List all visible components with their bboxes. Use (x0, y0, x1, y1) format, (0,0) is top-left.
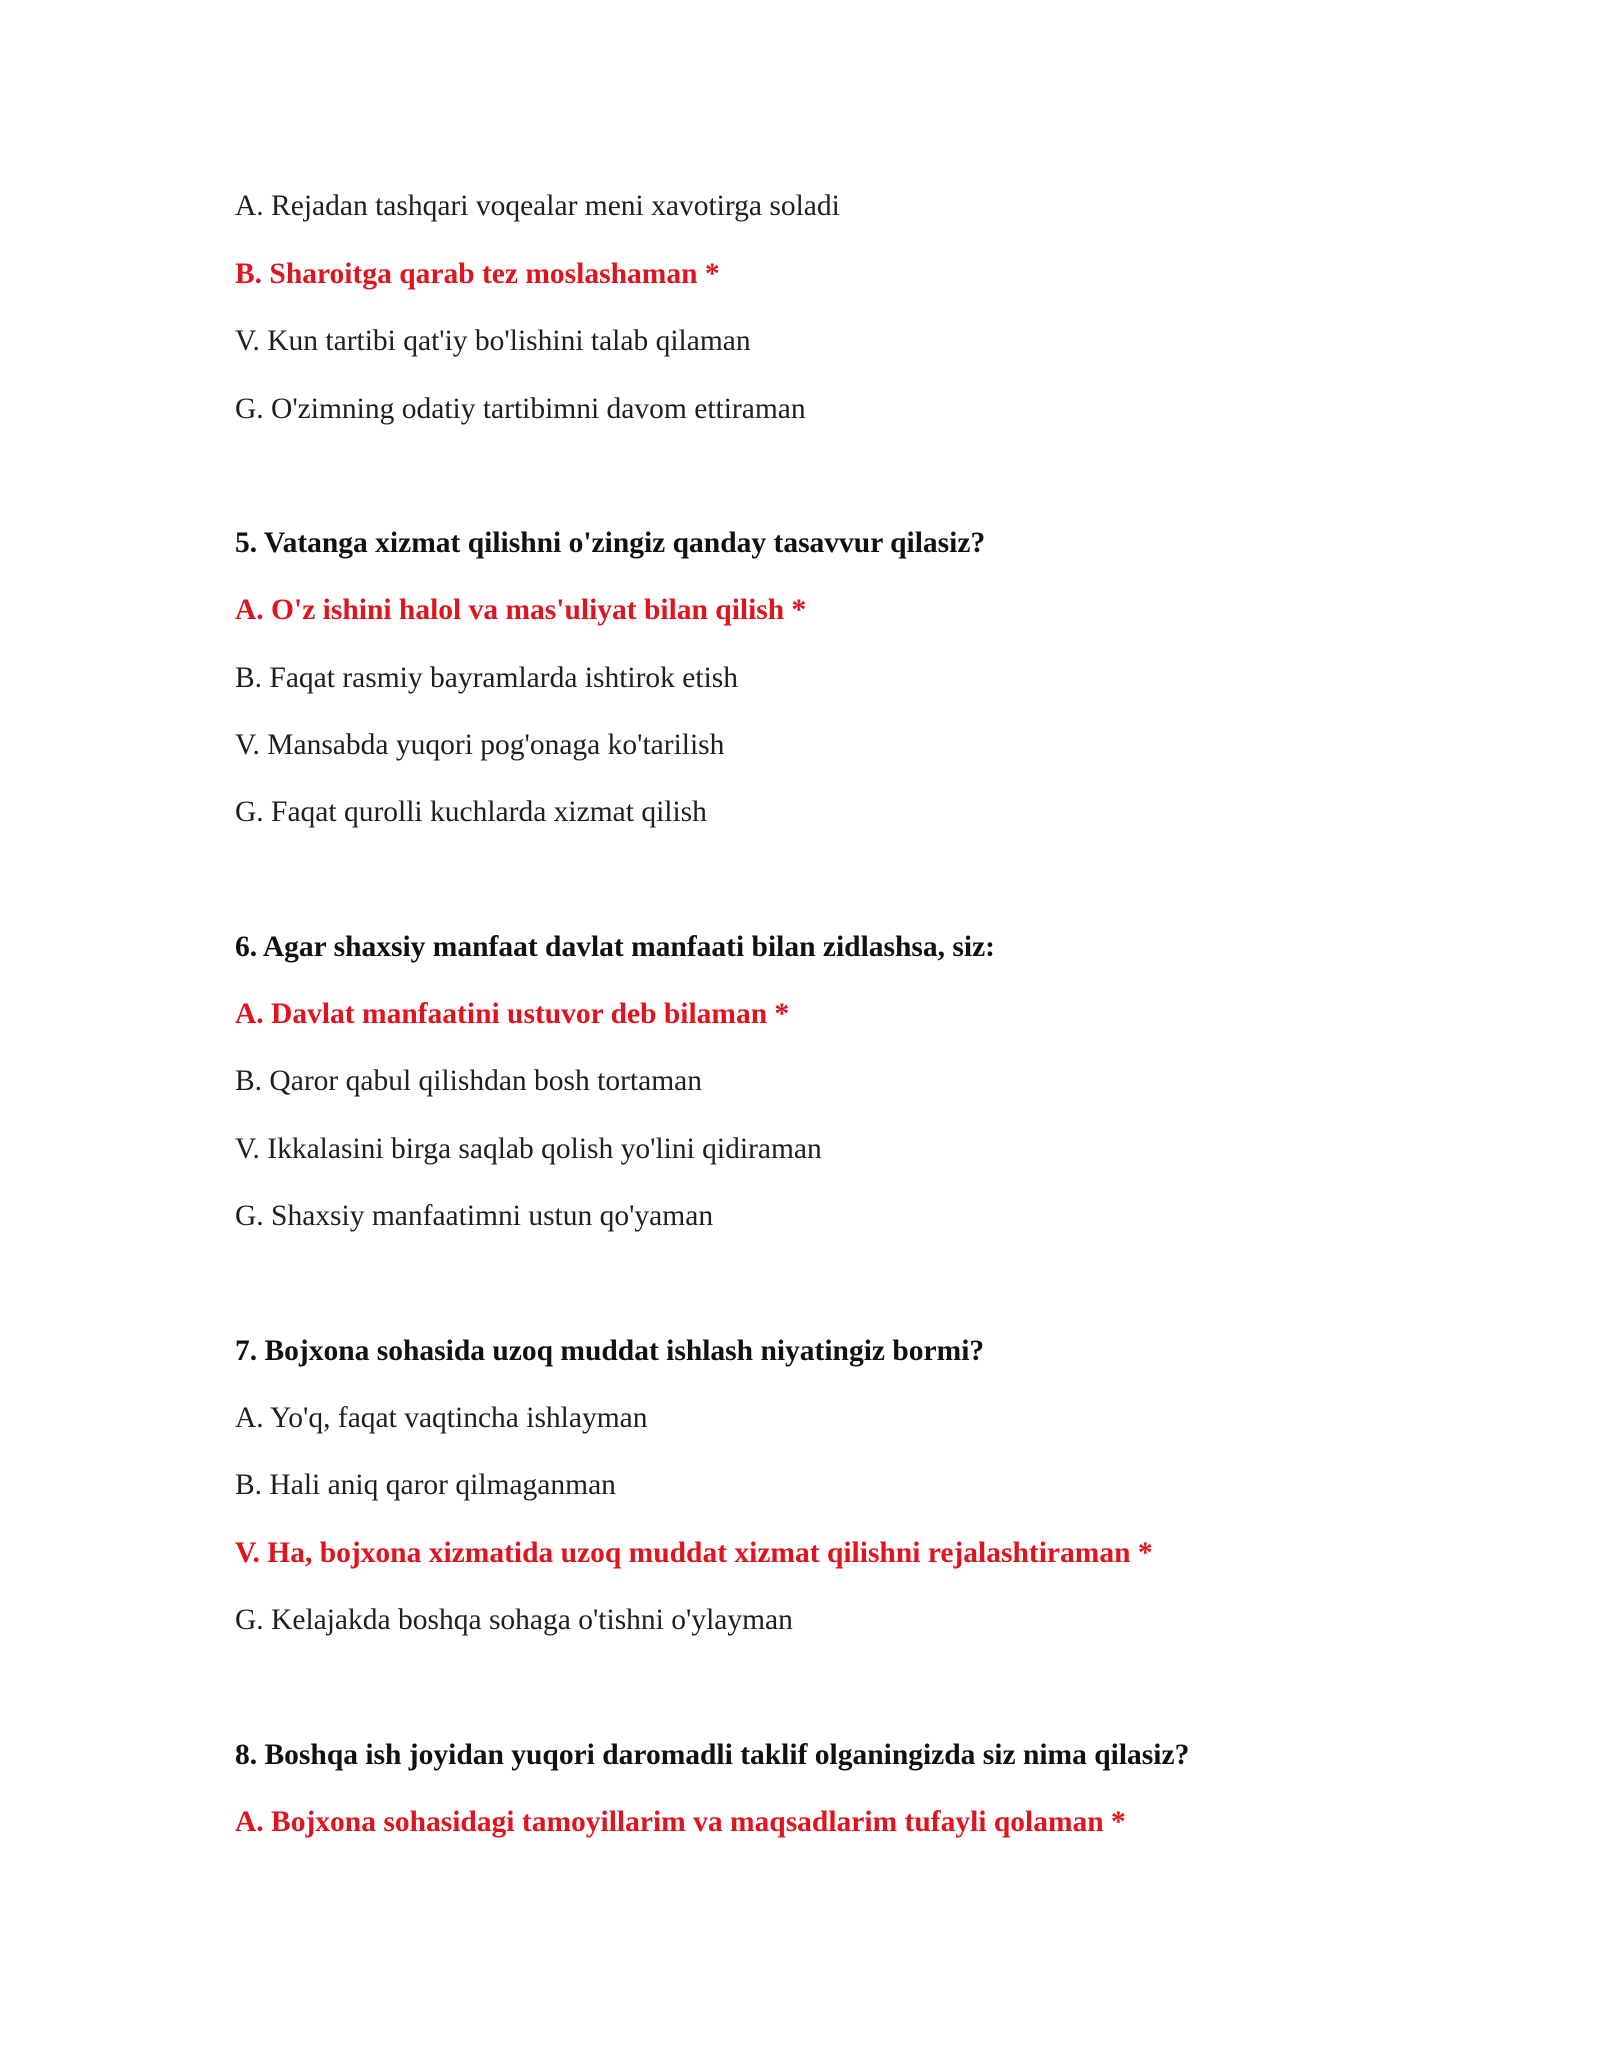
answer-option: V. Mansabda yuqori pog'onaga ko'tarilish (235, 729, 725, 761)
correct-answer-option: A. Bojxona sohasidagi tamoyillarim va maqsadlarim tufayli qolaman * (235, 1806, 1126, 1838)
answer-option: G. Kelajakda boshqa sohaga o'tishni o'ylayman (235, 1604, 793, 1636)
question-heading: 6. Agar shaxsiy manfaat davlat manfaati bilan zidlashsa, siz: (235, 931, 995, 963)
question-heading: 8. Boshqa ish joyidan yuqori daromadli taklif olganingizda siz nima qilasiz? (235, 1739, 1190, 1771)
answer-option: B. Qaror qabul qilishdan bosh tortaman (235, 1065, 703, 1097)
correct-answer-option: A. Davlat manfaatini ustuvor deb bilaman * (235, 998, 790, 1030)
answer-option: A. Yo'q, faqat vaqtincha ishlayman (235, 1402, 648, 1434)
correct-answer-option: B. Sharoitga qarab tez moslashaman * (235, 258, 720, 290)
correct-answer-option: V. Ha, bojxona xizmatida uzoq muddat xizmat qilishni rejalashtiraman * (235, 1537, 1153, 1569)
answer-option: G. O'zimning odatiy tartibimni davom ettiraman (235, 393, 806, 425)
answer-option: B. Faqat rasmiy bayramlarda ishtirok etish (235, 662, 739, 694)
answer-option: A. Rejadan tashqari voqealar meni xavotirga soladi (235, 190, 840, 222)
question-heading: 5. Vatanga xizmat qilishni o'zingiz qanday tasavvur qilasiz? (235, 527, 986, 559)
question-heading: 7. Bojxona sohasida uzoq muddat ishlash niyatingiz bormi? (235, 1335, 985, 1367)
answer-option: V. Kun tartibi qat'iy bo'lishini talab qilaman (235, 325, 751, 357)
answer-option: G. Faqat qurolli kuchlarda xizmat qilish (235, 796, 707, 828)
answer-option: B. Hali aniq qaror qilmaganman (235, 1469, 616, 1501)
correct-answer-option: A. O'z ishini halol va mas'uliyat bilan qilish * (235, 594, 807, 626)
answer-option: G. Shaxsiy manfaatimni ustun qo'yaman (235, 1200, 714, 1232)
answer-option: V. Ikkalasini birga saqlab qolish yo'lini qidiraman (235, 1133, 822, 1165)
